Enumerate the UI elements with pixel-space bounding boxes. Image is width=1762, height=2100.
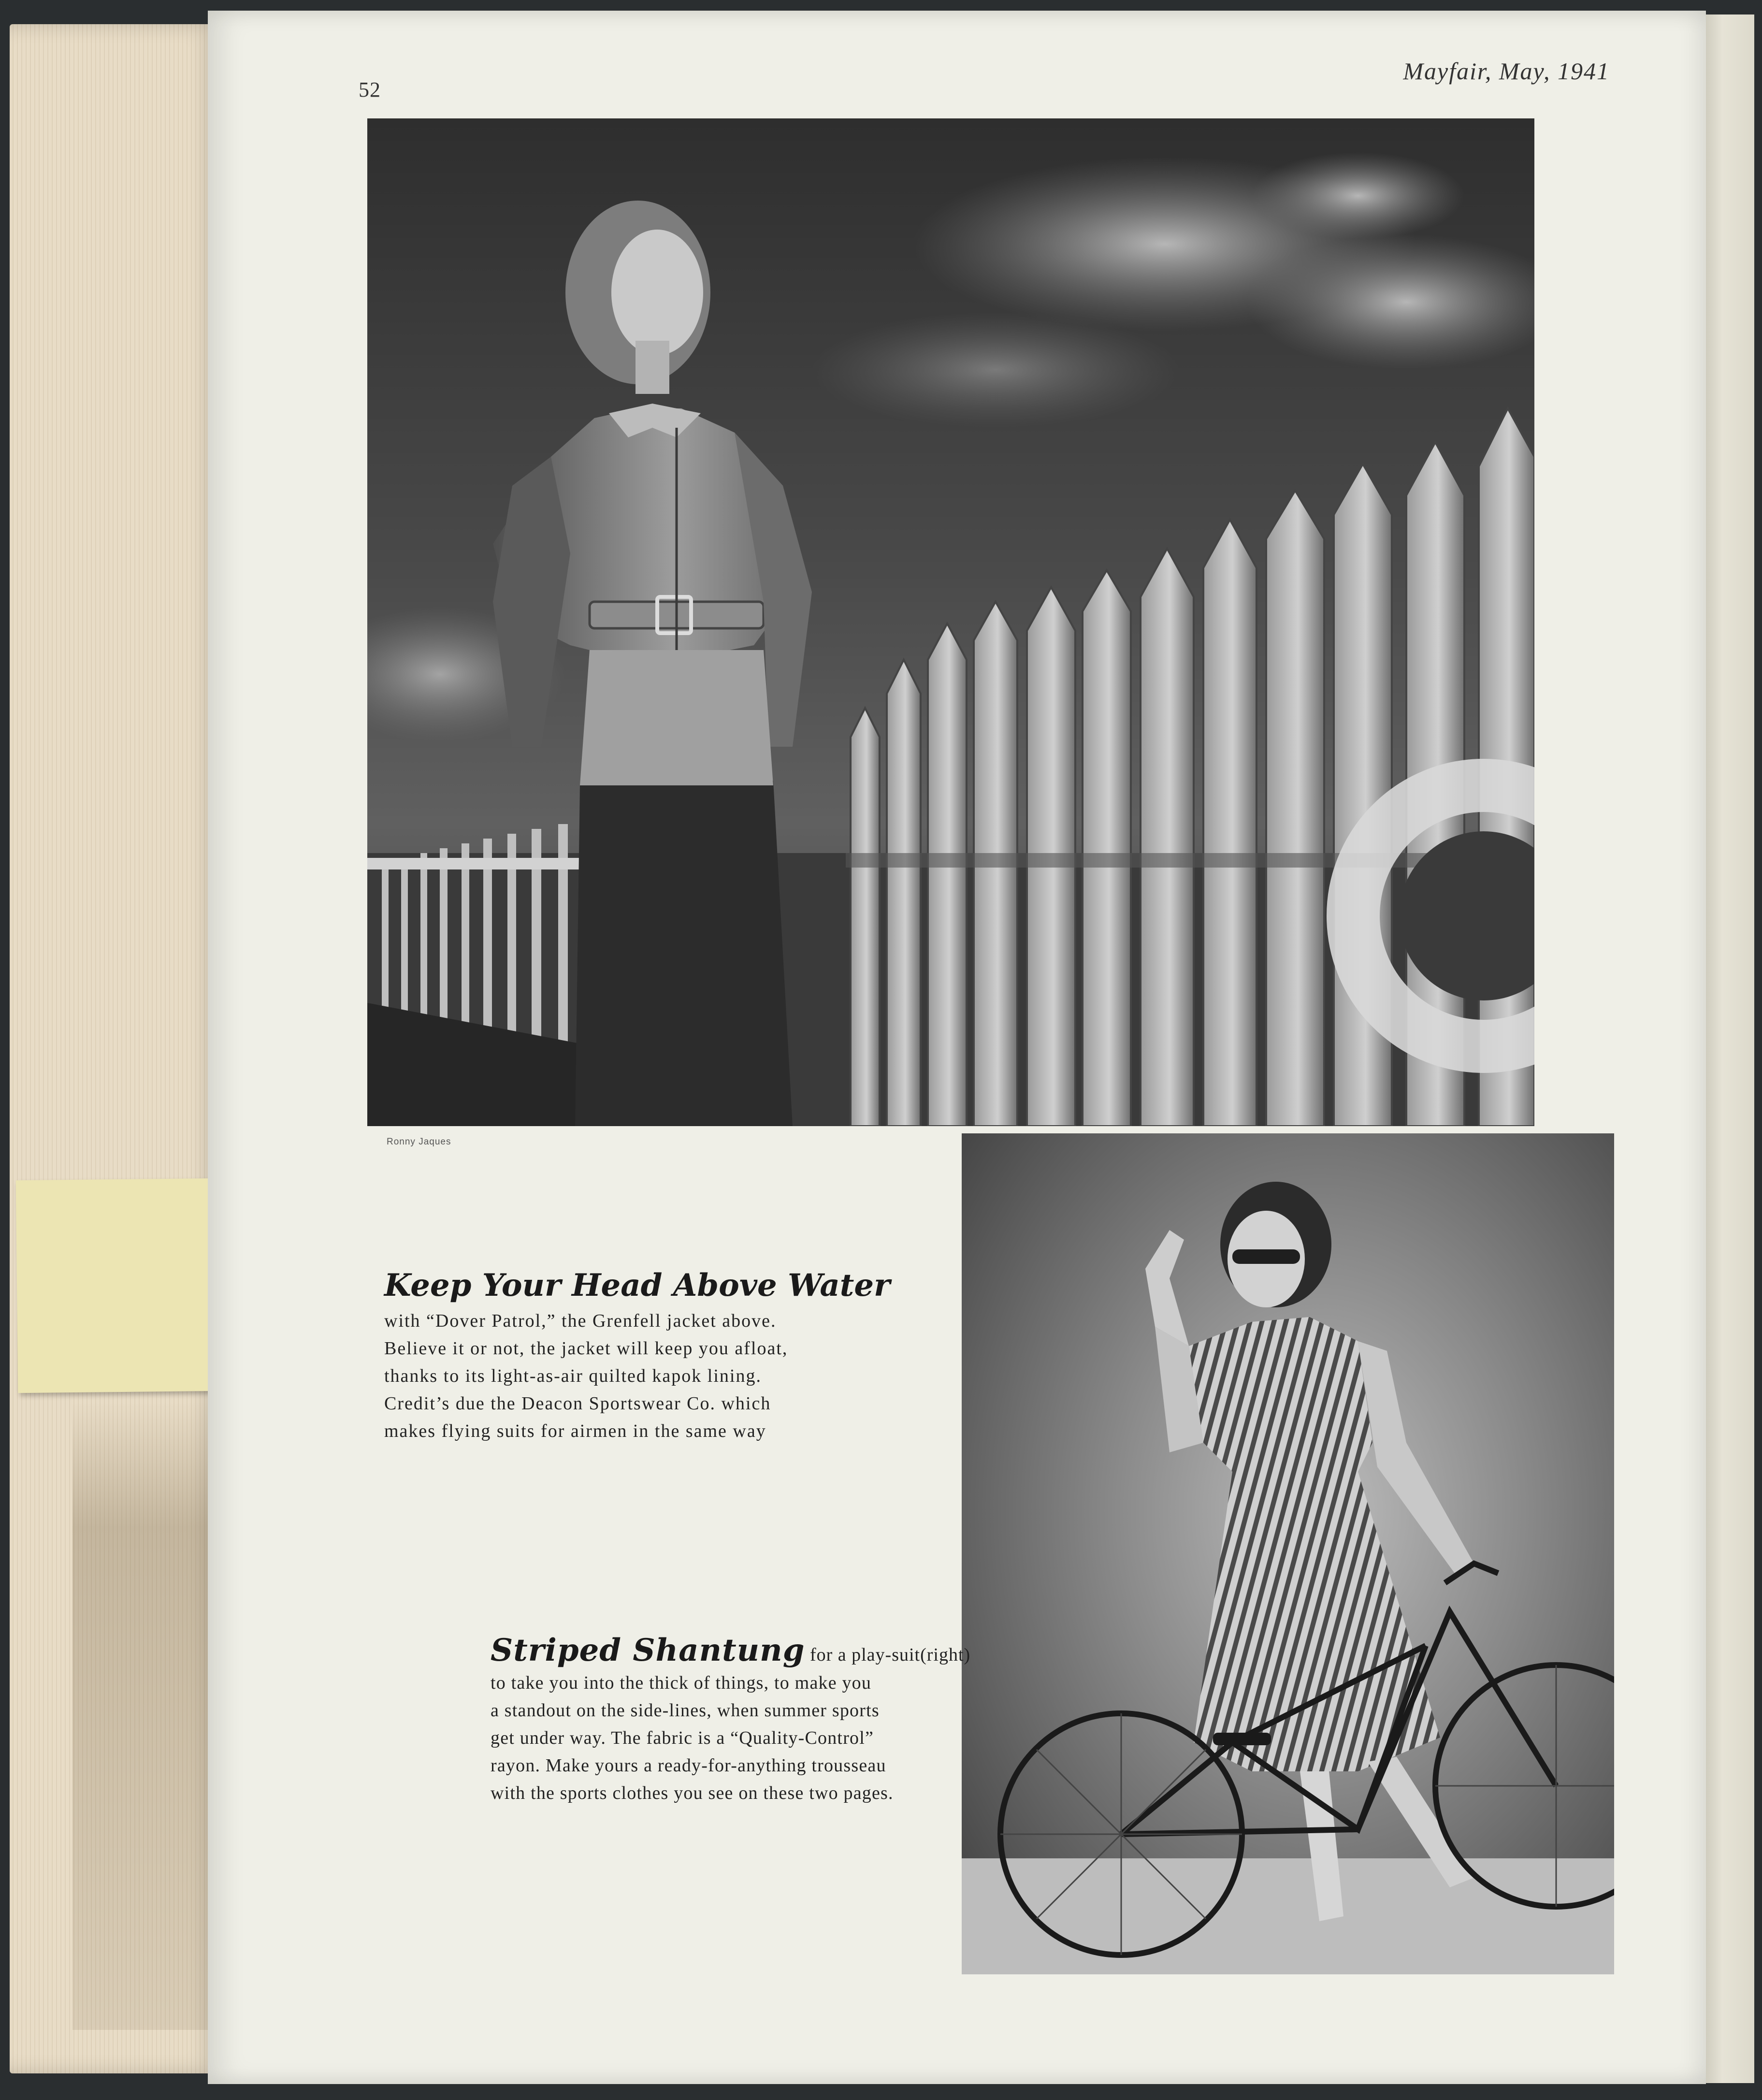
photo-credit: Ronny Jaques bbox=[387, 1137, 451, 1147]
body-line: a standout on the side-lines, when summer sports bbox=[491, 1700, 880, 1721]
page-edge-shadow bbox=[72, 1402, 222, 2030]
body-line: thanks to its light-as-air quilted kapok lining. bbox=[384, 1366, 762, 1386]
body-line: Credit’s due the Deacon Sportswear Co. which bbox=[384, 1393, 771, 1414]
lead-text: for a play-suit(right) bbox=[809, 1645, 971, 1665]
body-line: Believe it or not, the jacket will keep you afloat, bbox=[384, 1338, 788, 1359]
article-striped-shantung bbox=[491, 1632, 971, 1807]
photo-bicycle bbox=[962, 1133, 1614, 1974]
page-number: 52 bbox=[359, 78, 381, 101]
sticky-note-tab bbox=[16, 1178, 226, 1393]
body-line: makes flying suits for airmen in the same way bbox=[384, 1421, 766, 1441]
article-heading: Keep Your Head Above Water bbox=[384, 1267, 890, 1303]
photo-bicycle-art bbox=[962, 1133, 1614, 1974]
article-heading: Striped Shantung bbox=[491, 1632, 805, 1668]
running-head: Mayfair, May, 1941 bbox=[1403, 58, 1610, 85]
photo-jacket-fence-art bbox=[367, 118, 1534, 1126]
photo-jacket-fence bbox=[367, 118, 1534, 1126]
article-keep-your-head bbox=[384, 1264, 890, 1445]
body-line: with “Dover Patrol,” the Grenfell jacket above. bbox=[384, 1311, 777, 1331]
body-line: get under way. The fabric is a “Quality-Control” bbox=[491, 1728, 874, 1748]
article-lead-line bbox=[491, 1632, 971, 1669]
adjacent-page-edge bbox=[1701, 14, 1754, 2083]
body-line: rayon. Make yours a ready-for-anything trousseau bbox=[491, 1755, 886, 1776]
body-line: with the sports clothes you see on these two pages. bbox=[491, 1783, 894, 1803]
body-line: to take you into the thick of things, to make you bbox=[491, 1673, 872, 1693]
